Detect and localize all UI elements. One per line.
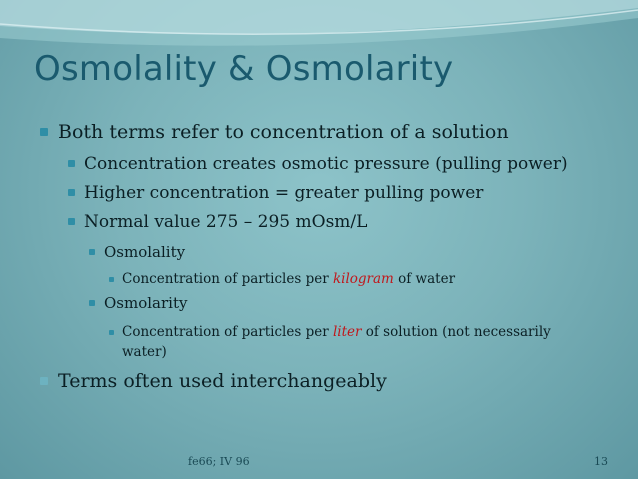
bullet-item: Terms often used interchangeably xyxy=(58,369,387,393)
page-number: 13 xyxy=(594,455,608,468)
bullet-item: Both terms refer to concentration of a solution xyxy=(58,120,509,144)
square-bullet-icon xyxy=(68,189,75,196)
bullet-item: Osmolality xyxy=(104,242,185,262)
square-bullet-icon xyxy=(89,249,95,255)
square-bullet-icon xyxy=(68,218,75,225)
bullet-item: Normal value 275 – 295 mOsm/L xyxy=(84,211,367,233)
bullet-item: Concentration of particles per kilogram of water xyxy=(122,269,455,289)
bullet-item: Concentration creates osmotic pressure (pulling power) xyxy=(84,153,568,175)
bullet-item: Higher concentration = greater pulling power xyxy=(84,182,483,204)
square-bullet-icon xyxy=(40,128,48,136)
bullet-continuation: water) xyxy=(122,344,167,360)
square-bullet-icon xyxy=(109,330,114,335)
footer-text: fe66; IV 96 xyxy=(188,455,250,468)
bullet-item: Concentration of particles per liter of solution (not necessarily xyxy=(122,322,551,342)
square-bullet-icon xyxy=(68,160,75,167)
bullet-item: Osmolarity xyxy=(104,293,187,313)
square-bullet-icon xyxy=(109,277,114,282)
square-bullet-icon xyxy=(40,377,48,385)
emphasis-kilogram: kilogram xyxy=(332,271,394,287)
square-bullet-icon xyxy=(89,300,95,306)
emphasis-liter: liter xyxy=(332,324,362,340)
slide-title: Osmolality & Osmolarity xyxy=(34,49,454,89)
